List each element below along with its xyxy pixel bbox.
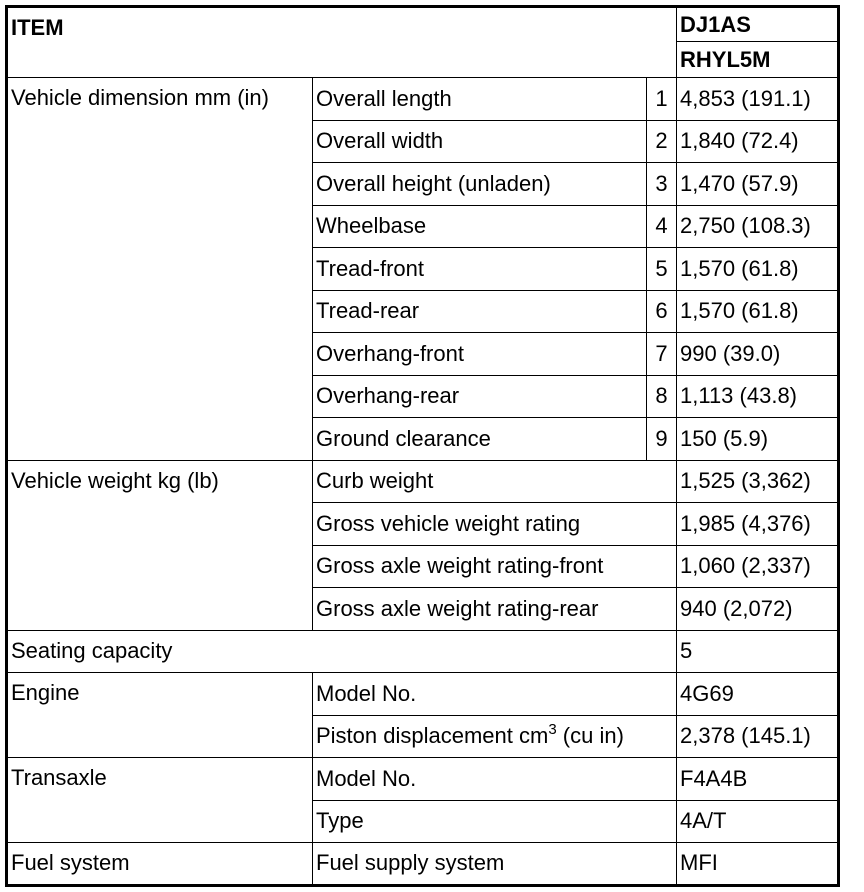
dimension-ref: 3 [647,163,677,206]
weight-value: 940 (2,072) [677,588,839,631]
table-row [7,460,839,503]
dimension-ref: 7 [647,333,677,376]
displacement-superscript: 3 [548,721,557,739]
dimension-value: 990 (39.0) [677,333,839,376]
dimension-ref: 4 [647,205,677,248]
transaxle-model-value: F4A4B [677,758,839,801]
table-row [7,630,839,673]
engine-model-label: Model No. [313,673,677,716]
engine-model-value: 4G69 [677,673,839,716]
dimension-name: Tread-front [313,248,647,291]
vehicle-dimension-label: Vehicle dimension mm (in) [7,78,313,461]
dimension-ref: 5 [647,248,677,291]
table-row [7,673,839,716]
piston-displacement-value: 2,378 (145.1) [677,715,839,758]
dimension-value: 1,570 (61.8) [677,248,839,291]
dimension-name: Overall height (unladen) [313,163,647,206]
weight-value: 1,525 (3,362) [677,460,839,503]
item-header: ITEM [7,7,677,78]
fuel-supply-value: MFI [677,843,839,886]
weight-value: 1,985 (4,376) [677,503,839,546]
dimension-ref: 2 [647,120,677,163]
seating-capacity-label: Seating capacity [7,630,677,673]
transaxle-label: Transaxle [7,758,313,843]
seating-capacity-value: 5 [677,630,839,673]
dimension-value: 150 (5.9) [677,418,839,461]
specifications-table [5,5,840,887]
dimension-value: 1,570 (61.8) [677,290,839,333]
weight-name: Curb weight [313,460,677,503]
trim-code-header: RHYL5M [677,42,839,78]
dimension-value: 2,750 (108.3) [677,205,839,248]
model-code-header: DJ1AS [677,7,839,42]
dimension-ref: 8 [647,375,677,418]
dimension-name: Overall width [313,120,647,163]
vehicle-weight-label: Vehicle weight kg (lb) [7,460,313,630]
engine-label: Engine [7,673,313,758]
dimension-name: Ground clearance [313,418,647,461]
dimension-value: 1,840 (72.4) [677,120,839,163]
piston-displacement-label [313,715,677,758]
dimension-name: Tread-rear [313,290,647,333]
dimension-ref: 1 [647,78,677,121]
weight-name: Gross vehicle weight rating [313,503,677,546]
dimension-ref: 6 [647,290,677,333]
table-row [7,78,839,121]
dimension-name: Overall length [313,78,647,121]
weight-name: Gross axle weight rating-front [313,545,677,588]
displacement-text: Piston displacement cm [316,723,549,749]
dimension-value: 1,470 (57.9) [677,163,839,206]
dimension-name: Overhang-front [313,333,647,376]
fuel-supply-label: Fuel supply system [313,843,677,886]
table-row [7,843,839,886]
header-row [7,7,839,42]
dimension-ref: 9 [647,418,677,461]
dimension-value: 1,113 (43.8) [677,375,839,418]
table-row [7,758,839,801]
fuel-system-label: Fuel system [7,843,313,886]
dimension-name: Wheelbase [313,205,647,248]
transaxle-type-label: Type [313,800,677,843]
transaxle-model-label: Model No. [313,758,677,801]
dimension-name: Overhang-rear [313,375,647,418]
dimension-value: 4,853 (191.1) [677,78,839,121]
weight-name: Gross axle weight rating-rear [313,588,677,631]
displacement-unit: (cu in) [562,723,624,749]
transaxle-type-value: 4A/T [677,800,839,843]
weight-value: 1,060 (2,337) [677,545,839,588]
